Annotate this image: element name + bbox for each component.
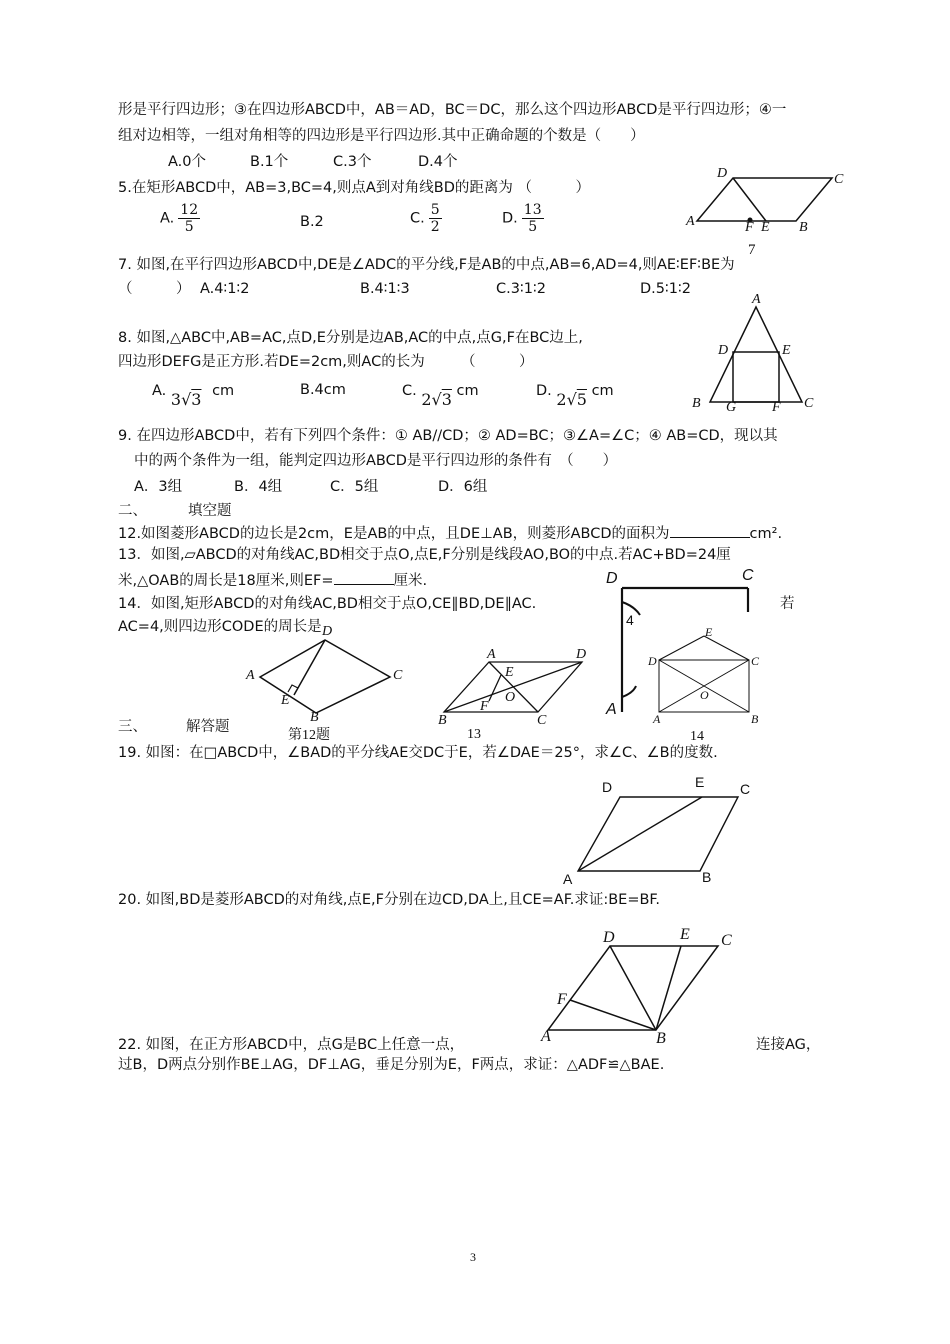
fig13-label-e: E xyxy=(505,665,514,680)
q22-line1b: 连接AG， xyxy=(756,1037,821,1053)
q8-label-d: D xyxy=(718,343,729,358)
q7-paren: （ ） xyxy=(118,281,191,297)
fig12-label-b: B xyxy=(310,710,319,725)
section3-number: 三、 xyxy=(118,719,147,735)
q7-label-b: B xyxy=(799,220,808,235)
q7-label-f: F xyxy=(745,220,754,235)
fig14-label-a: A xyxy=(653,712,661,726)
fig14-label-e: E xyxy=(705,625,713,639)
q9-option-b: B．4组 xyxy=(234,479,283,495)
q14-line2: AC=4,则四边形CODE的周长是 xyxy=(118,619,322,635)
q9-option-d: D．6组 xyxy=(438,479,488,495)
q4-option-c: C.3个 xyxy=(333,154,372,170)
q7-label-c: C xyxy=(834,172,844,187)
q8-label-g: G xyxy=(726,400,737,415)
fig12-label-c: C xyxy=(393,668,403,683)
q5-option-c: C. $\frac{5}{2}$ xyxy=(410,202,440,235)
q9-option-a: A．3组 xyxy=(134,479,183,495)
q4-option-b: B.1个 xyxy=(250,154,289,170)
overlay-label-a: A xyxy=(606,701,617,718)
fig13-label-d: D xyxy=(576,647,587,662)
fig12-label-d: D xyxy=(322,624,333,639)
q14-line1-end: 若 xyxy=(780,596,795,612)
q7-option-a: A.4∶1∶2 xyxy=(200,281,250,297)
section2-title: 填空题 xyxy=(188,503,232,519)
q8-option-b: B.4cm xyxy=(300,382,346,398)
fig13-label-b: B xyxy=(438,713,447,728)
q4-option-d: D.4个 xyxy=(418,154,458,170)
q20-label-a: A xyxy=(541,1028,551,1045)
q8-line2: 四边形DEFG是正方形.若DE=2cm,则AC的长为 （ ） xyxy=(118,354,534,370)
fig14-label-d: D xyxy=(648,654,657,668)
q7-figure-number: 7 xyxy=(748,242,756,258)
q22-line2: 过B，D两点分别作BE⊥AG，DF⊥AG，垂足分别为E，F两点，求证：△ADF≌△BAE. xyxy=(118,1057,665,1073)
q13-line2: 米,△OAB的周长是18厘米,则EF= 厘米. xyxy=(118,570,427,591)
section2-number: 二、 xyxy=(118,503,147,519)
q7-option-d: D.5∶1∶2 xyxy=(640,281,691,297)
fraction: $\frac{13}{5}$ xyxy=(523,202,542,235)
q19-label-c: C xyxy=(740,781,751,797)
q7-label-d: D xyxy=(717,166,728,181)
q8-option-d: D. 2√5 cm xyxy=(536,383,614,409)
q9-line2: 中的两个条件为一组，能判定四边形ABCD是平行四边形的条件有 （ ） xyxy=(134,453,618,469)
q4-line2: 组对边相等，一组对角相等的四边形是平行四边形.其中正确命题的个数是（ ） xyxy=(118,128,645,144)
q19-label-e: E xyxy=(695,774,705,790)
q19-label-a: A xyxy=(563,871,573,887)
q20-label-b: B xyxy=(656,1030,666,1047)
q5-option-d: D. $\frac{13}{5}$ xyxy=(502,202,542,235)
overlay-label-c: C xyxy=(742,567,754,584)
overlay-label-d: D xyxy=(606,570,618,587)
fig13-label-f: F xyxy=(480,699,489,714)
fraction: $\frac{5}{2}$ xyxy=(430,202,440,235)
section3-title: 解答题 xyxy=(186,719,230,735)
q8-label-f: F xyxy=(772,400,781,415)
fraction: $\frac{12}{5}$ xyxy=(180,202,199,235)
q22-line1a: 22. 如图，在正方形ABCD中，点G是BC上任意一点， xyxy=(118,1037,465,1053)
q20-label-d: D xyxy=(603,929,615,946)
q8-option-c: C. 2√3 cm xyxy=(402,383,479,409)
q19-text: 19. 如图：在□ABCD中，∠BAD的平分线AE交DC于E，若∠DAE＝25°，求∠C、∠B的度数. xyxy=(118,745,718,761)
page-number: 3 xyxy=(470,1250,476,1264)
q14-line1: 14．如图,矩形ABCD的对角线AC,BD相交于点O,CE∥BD,DE∥AC. xyxy=(118,596,537,612)
q7-label-a: A xyxy=(686,214,695,229)
q8-label-b: B xyxy=(692,396,701,411)
q8-label-e: E xyxy=(782,343,791,358)
q8-option-a: A. 3√3 cm xyxy=(152,383,235,409)
q19-label-d: D xyxy=(602,779,613,795)
q8-label-a: A xyxy=(752,292,761,307)
fig14-label-c: C xyxy=(751,654,760,668)
q7-option-b: B.4∶1∶3 xyxy=(360,281,410,297)
q8-line1: 8. 如图,△ABC中,AB=AC,点D,E分别是边AB,AC的中点,点G,F在BC边上, xyxy=(118,330,583,346)
q7-option-c: C.3∶1∶2 xyxy=(496,281,546,297)
overlay-label-4: 4 xyxy=(626,612,634,628)
q7-stem: 7. 如图,在平行四边形ABCD中,DE是∠ADC的平分线,F是AB的中点,AB=6,AD=4,则AE∶EF∶BE为 xyxy=(118,257,735,273)
q5-option-a: A. $\frac{12}{5}$ xyxy=(160,202,199,235)
q20-label-c: C xyxy=(721,932,732,949)
fig12-label-e: E xyxy=(281,693,290,708)
fig13-label-o: O xyxy=(505,690,516,705)
fig14-label-b: B xyxy=(751,712,759,726)
q20-text: 20. 如图,BD是菱形ABCD的对角线,点E,F分别在边CD,DA上,且CE=AF.求证:BE=BF. xyxy=(118,892,661,908)
q12-text: 12.如图菱形ABCD的边长是2cm，E是AB的中点，且DE⊥AB，则菱形ABCD的面积为 cm². xyxy=(118,523,782,544)
fig13-caption: 13 xyxy=(467,727,481,742)
fig13-label-a: A xyxy=(487,647,496,662)
fig13-label-c: C xyxy=(537,713,547,728)
q4-option-a: A.0个 xyxy=(168,154,206,170)
q20-label-e: E xyxy=(680,926,690,943)
q5-stem: 5.在矩形ABCD中，AB=3,BC=4,则点A到对角线BD的距离为 （ ） xyxy=(118,180,591,196)
q13-line1: 13．如图,▱ABCD的对角线AC,BD相交于点O,点E,F分别是线段AO,BO的中点.若AC+BD=24厘 xyxy=(118,547,731,563)
fig14-caption: 14 xyxy=(690,729,704,744)
q20-label-f: F xyxy=(557,991,567,1008)
q9-line1: 9. 在四边形ABCD中，若有下列四个条件：① AB//CD；② AD=BC；③∠A=∠C；④ AB=CD，现以其 xyxy=(118,428,778,444)
fig12-caption: 第12题 xyxy=(288,728,330,743)
q4-line1: 形是平行四边形；③在四边形ABCD中，AB＝AD，BC＝DC，那么这个四边形ABCD是平行四边形；④一 xyxy=(118,102,787,118)
q19-label-b: B xyxy=(702,869,712,885)
q7-label-e: E xyxy=(761,220,770,235)
q8-label-c: C xyxy=(804,396,814,411)
fig14-label-o: O xyxy=(700,688,709,702)
fig12-label-a: A xyxy=(246,668,255,683)
q9-option-c: C．5组 xyxy=(330,479,379,495)
q5-option-b: B.2 xyxy=(300,214,324,230)
